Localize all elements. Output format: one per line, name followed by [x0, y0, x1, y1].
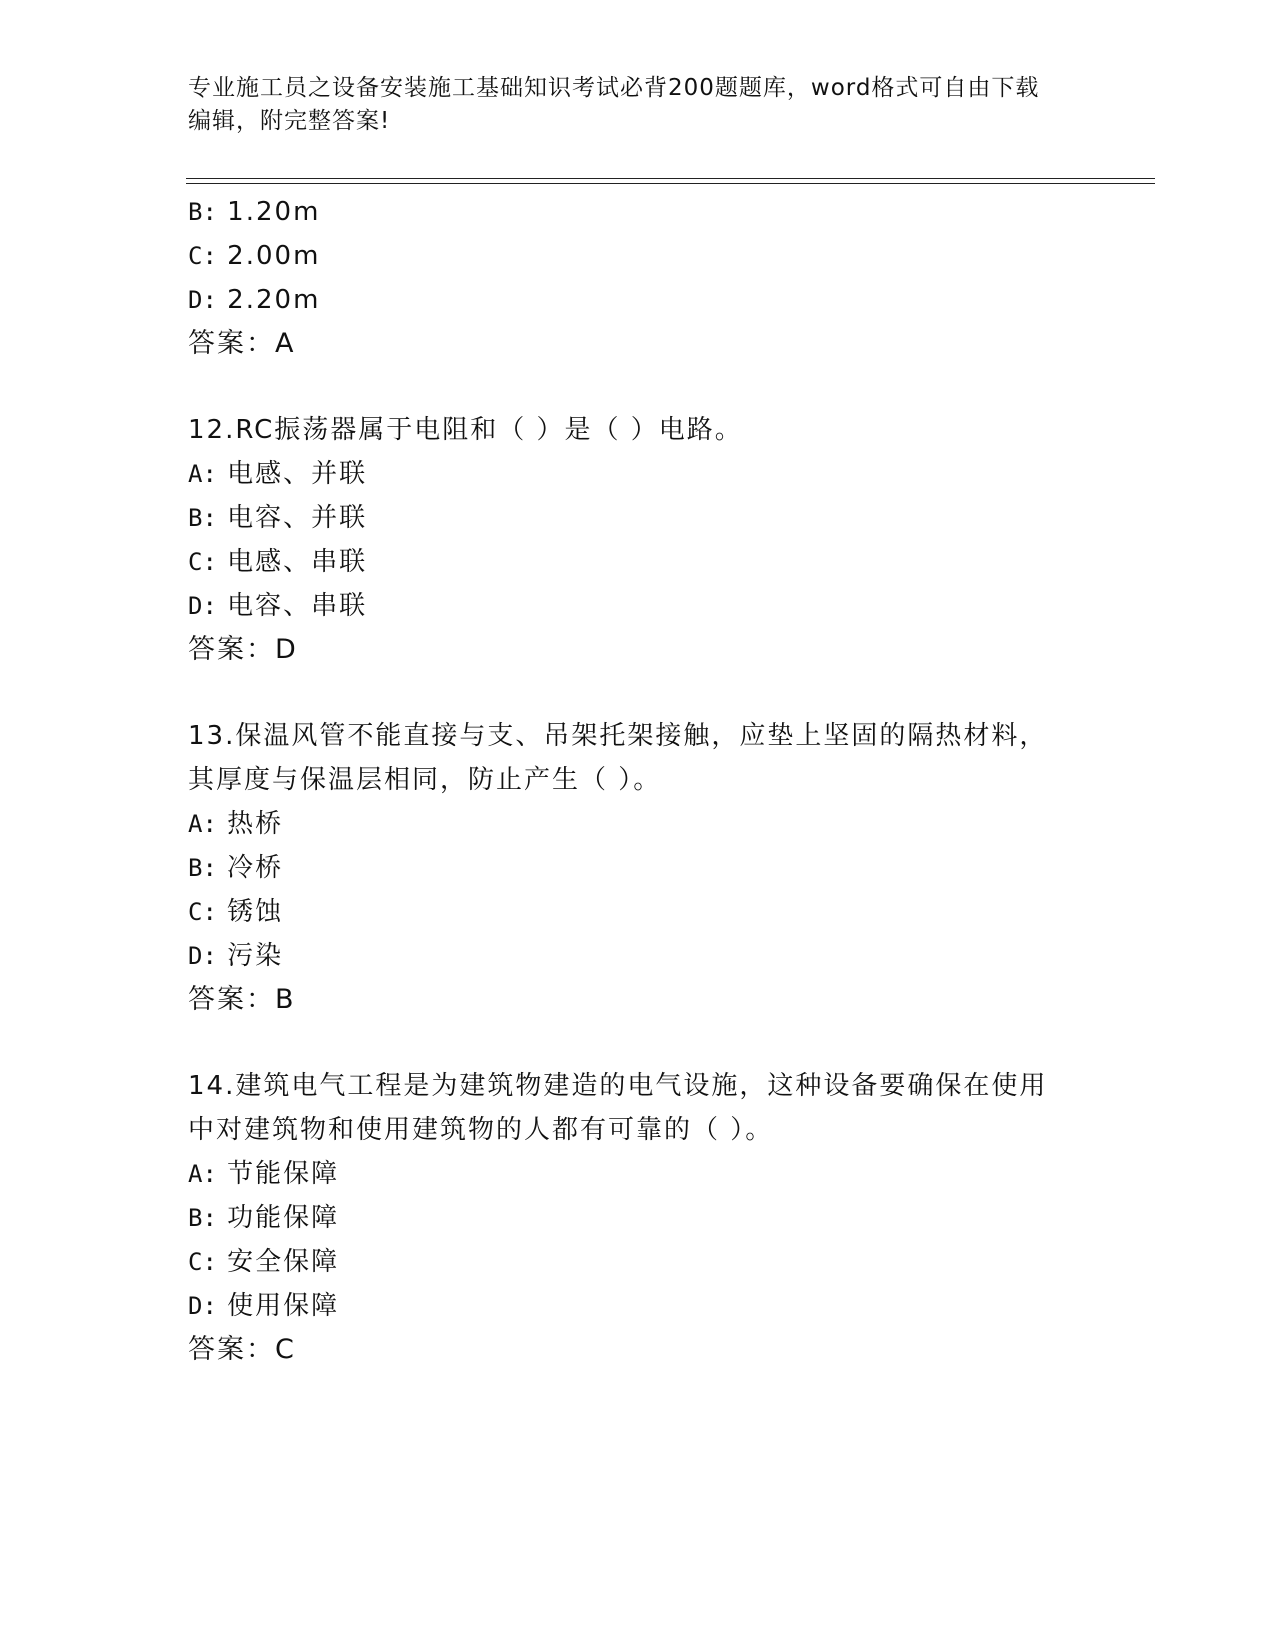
option-text: 2.20m	[227, 285, 321, 315]
header-line-2: 编辑，附完整答案!	[188, 108, 391, 134]
option-text: 1.20m	[227, 197, 321, 227]
option-letter: B:	[188, 854, 217, 882]
option-b	[188, 1202, 339, 1234]
answer-line	[188, 634, 298, 666]
answer-value: B	[275, 984, 296, 1015]
option-text: 污染	[227, 941, 284, 971]
option-letter: D:	[188, 1292, 217, 1320]
answer-line	[188, 328, 295, 360]
option-a	[188, 1158, 339, 1190]
question-text: 14.建筑电气工程是为建筑物建造的电气设施，这种设备要确保在使用	[188, 1071, 1048, 1101]
option-text: 热桥	[227, 809, 284, 839]
question-text: 13.保温风管不能直接与支、吊架托架接触，应垫上坚固的隔热材料，	[188, 721, 1048, 751]
option-b	[188, 852, 283, 884]
answer-value: C	[275, 1334, 296, 1365]
option-text: 电容、并联	[227, 503, 368, 533]
option-b	[188, 196, 320, 228]
option-letter: D:	[188, 592, 217, 620]
answer-label: 答案：	[188, 328, 275, 359]
option-letter: A:	[188, 810, 217, 838]
option-letter: A:	[188, 1160, 217, 1188]
option-text: 冷桥	[227, 853, 284, 883]
document-header	[188, 72, 1088, 138]
option-letter: C:	[188, 242, 217, 270]
option-text: 功能保障	[227, 1203, 340, 1233]
answer-line	[188, 1334, 296, 1366]
option-d	[188, 284, 320, 316]
option-letter: C:	[188, 1248, 217, 1276]
option-d	[188, 940, 283, 972]
option-text: 电感、串联	[227, 547, 368, 577]
option-letter: A:	[188, 460, 217, 488]
answer-label: 答案：	[188, 634, 275, 665]
option-text: 电容、串联	[227, 591, 368, 621]
header-divider-top	[186, 178, 1155, 179]
option-letter: D:	[188, 286, 217, 314]
question-text-continued: 中对建筑物和使用建筑物的人都有可靠的（ ）。	[188, 1115, 774, 1145]
header-line-1: 专业施工员之设备安装施工基础知识考试必背200题题库，word格式可自由下载	[188, 75, 1040, 101]
option-letter: C:	[188, 548, 217, 576]
option-letter: D:	[188, 942, 217, 970]
option-text: 2.00m	[227, 241, 321, 271]
answer-line	[188, 984, 296, 1016]
option-text: 锈蚀	[227, 897, 284, 927]
option-text: 节能保障	[227, 1159, 340, 1189]
option-a	[188, 808, 283, 840]
answer-label: 答案：	[188, 1334, 275, 1365]
option-c	[188, 240, 320, 272]
option-text: 电感、并联	[227, 459, 368, 489]
option-d	[188, 1290, 339, 1322]
answer-value: A	[275, 328, 296, 359]
option-text: 安全保障	[227, 1247, 340, 1277]
answer-label: 答案：	[188, 984, 275, 1015]
question-text: 12.RC振荡器属于电阻和（ ）是（ ）电路。	[188, 415, 743, 445]
option-letter: B:	[188, 1204, 217, 1232]
question-text-continued: 其厚度与保温层相同，防止产生（ ）。	[188, 765, 662, 795]
option-b	[188, 502, 367, 534]
option-letter: C:	[188, 898, 217, 926]
option-d	[188, 590, 367, 622]
option-letter: B:	[188, 198, 217, 226]
option-c	[188, 896, 283, 928]
option-letter: B:	[188, 504, 217, 532]
header-divider-bottom	[186, 183, 1155, 184]
option-text: 使用保障	[227, 1291, 340, 1321]
answer-value: D	[275, 634, 298, 665]
option-a	[188, 458, 367, 490]
option-c	[188, 546, 367, 578]
option-c	[188, 1246, 339, 1278]
